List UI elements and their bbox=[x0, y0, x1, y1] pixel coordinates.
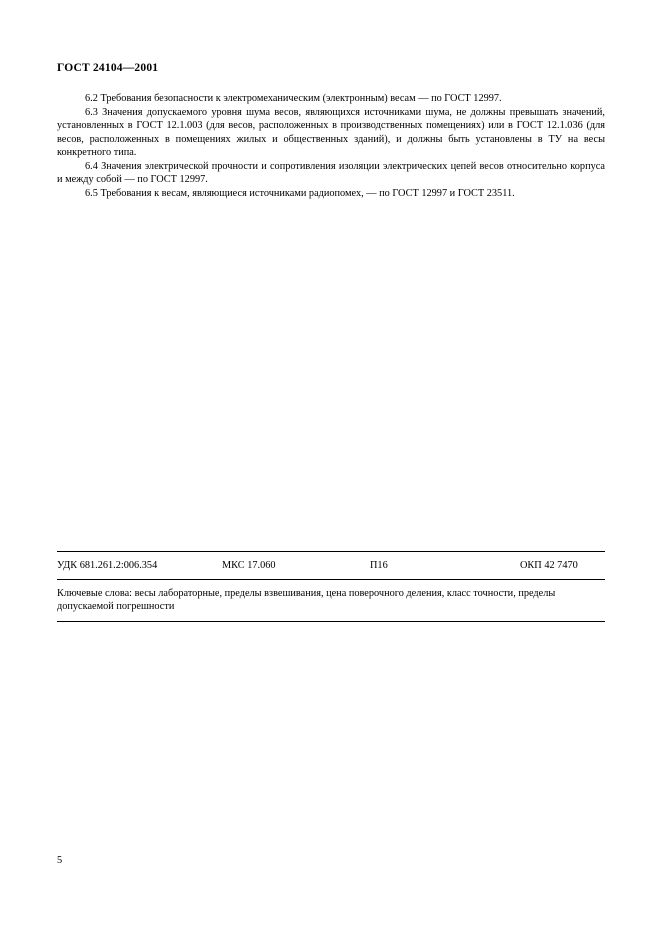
document-body bbox=[57, 92, 605, 201]
keywords-block bbox=[57, 580, 605, 613]
paragraph-6-4: 6.4 Значения электрической прочности и сопротивления изоляции электрических цепей весов относительно корпуса и между собой — по ГОСТ 12997. bbox=[57, 161, 605, 186]
keywords-label: Ключевые слова: bbox=[57, 588, 132, 599]
udk-code: УДК 681.261.2:006.354 bbox=[57, 560, 158, 571]
p-code: П16 bbox=[370, 560, 388, 571]
paragraph-6-5: 6.5 Требования к весам, являющиеся источниками радиопомех, — по ГОСТ 12997 и ГОСТ 23511. bbox=[85, 188, 515, 200]
footer-block bbox=[57, 551, 605, 622]
paragraph-6-2: 6.2 Требования безопасности к электромеханическим (электронным) весам — по ГОСТ 12997. bbox=[85, 93, 502, 104]
classification-codes-row bbox=[57, 552, 605, 571]
mks-code: МКС 17.060 bbox=[222, 560, 276, 571]
standard-header: ГОСТ 24104—2001 bbox=[57, 62, 159, 74]
page-number: 5 bbox=[57, 855, 63, 866]
okp-code: ОКП 42 7470 bbox=[520, 560, 578, 571]
keywords-text: весы лабораторные, пределы взвешивания, цена поверочного деления, класс точности, пределы допускаемой погрешности bbox=[57, 588, 556, 613]
paragraph-6-3: 6.3 Значения допускаемого уровня шума весов, являющихся источниками шума, не должны превышать значений, установленных в ГОСТ 12.1.003 (для весов, расположенных в производственных помещениях) или в ГОСТ 12.1.036 (для весов, расположенных в помещениях жилых и общественных зданий), и должны быть установлены в ТУ на весы конкретного типа. bbox=[57, 107, 605, 158]
footer-rule-bottom bbox=[57, 621, 605, 622]
